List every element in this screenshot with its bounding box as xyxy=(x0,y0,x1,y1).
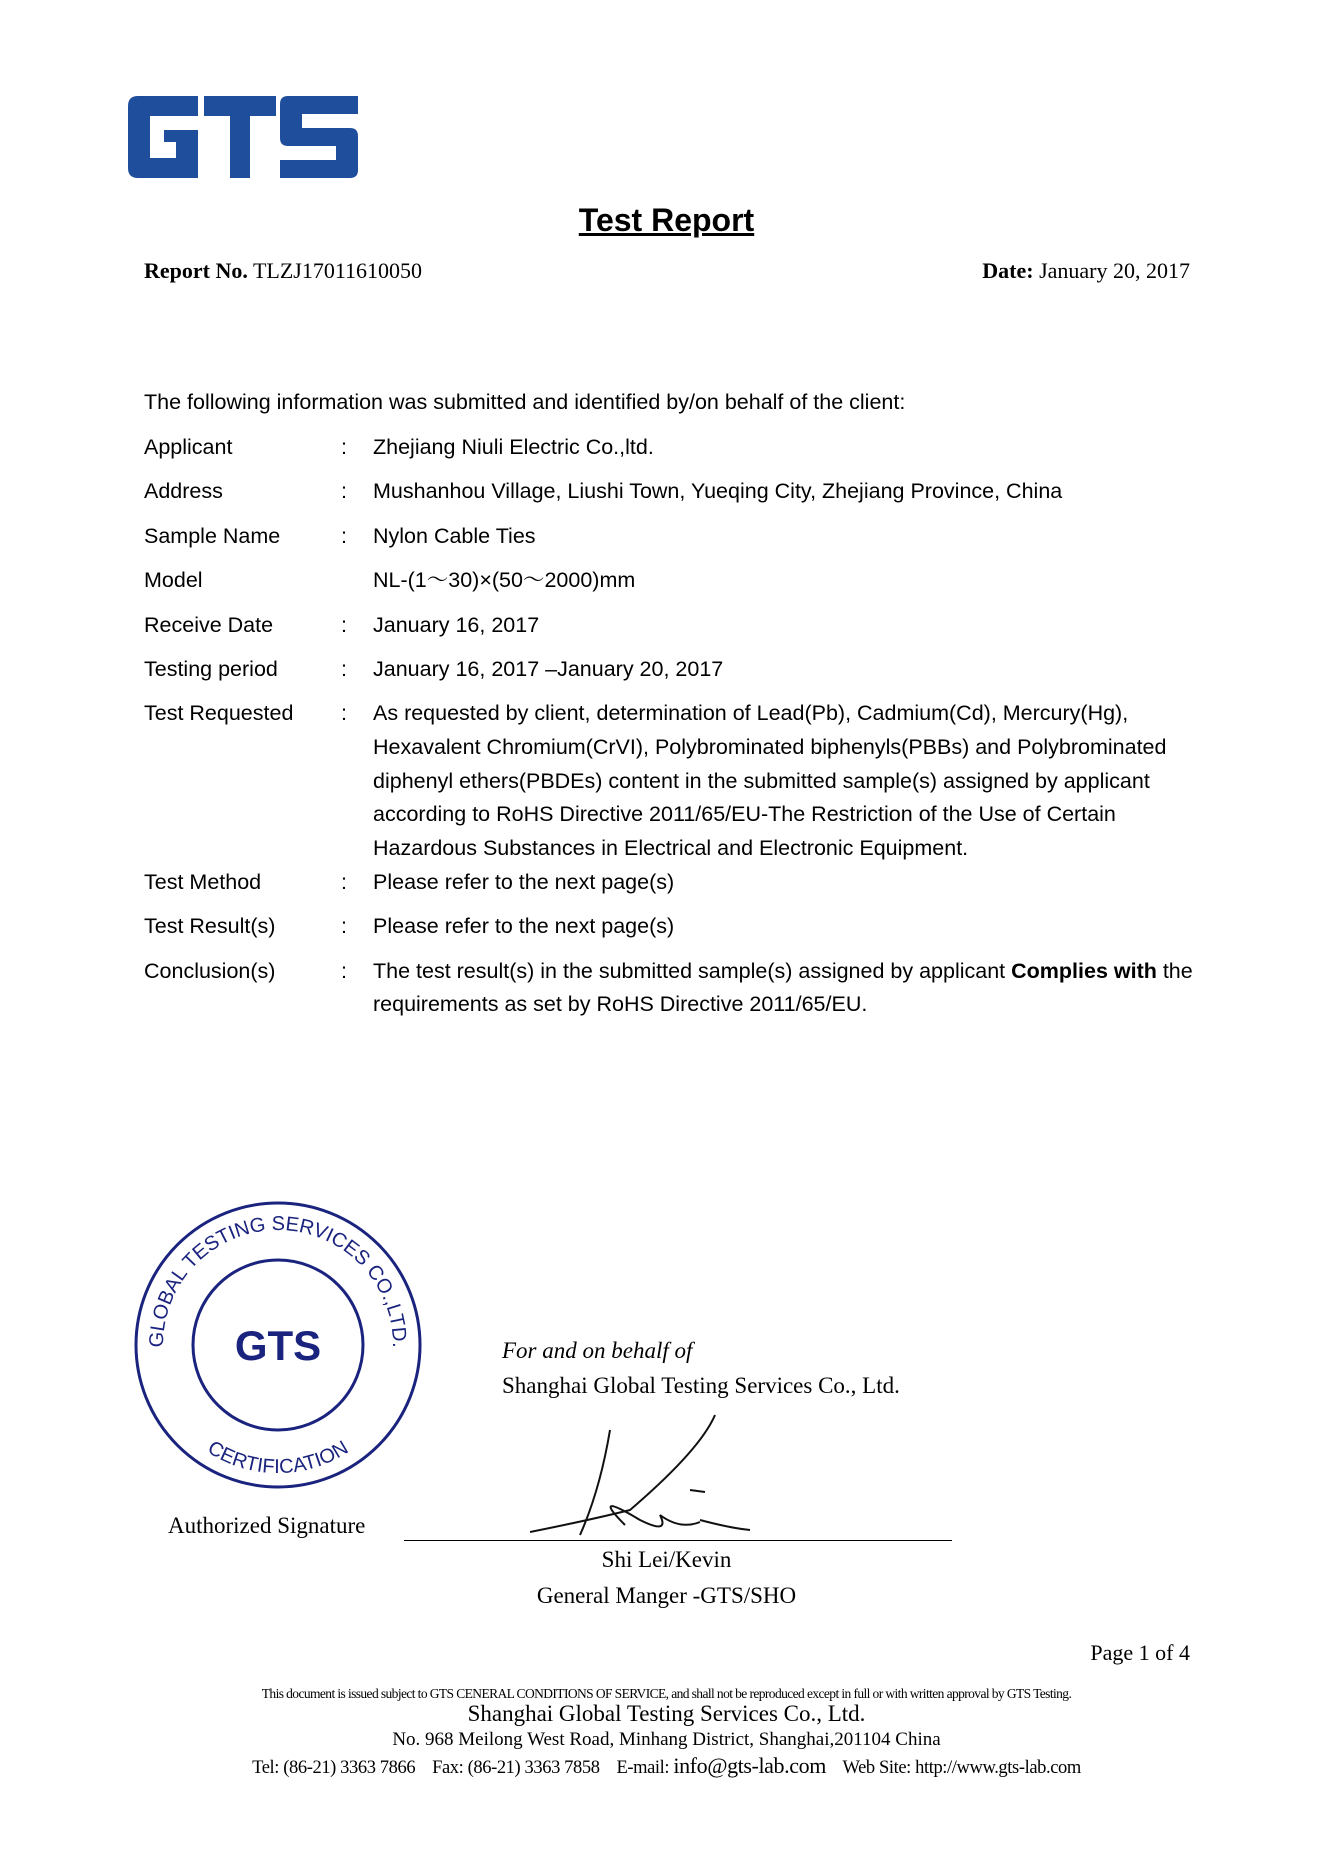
report-number xyxy=(144,258,422,284)
field-test-requested xyxy=(144,697,1204,866)
intro-text: The following information was submitted and identified by/on behalf of the client: xyxy=(144,390,906,414)
colon: : xyxy=(341,656,347,681)
colon: : xyxy=(341,958,347,983)
stamp-top-text: GLOBAL TESTING SERVICES CO.,LTD. xyxy=(145,1212,411,1348)
field-test-results xyxy=(144,910,1204,944)
report-number-label: Report No. xyxy=(144,258,248,283)
field-label: Test Requested xyxy=(144,701,294,726)
stamp-center-text: GTS xyxy=(234,1322,322,1369)
colon: : xyxy=(341,479,347,504)
field-label: Test Method xyxy=(144,869,262,894)
report-number-value: TLZJ17011610050 xyxy=(252,258,423,283)
field-value: Zhejiang Niuli Electric Co.,ltd. xyxy=(373,435,654,459)
footer-contact xyxy=(0,1753,1323,1779)
colon: : xyxy=(341,869,347,894)
field-label: Test Result(s) xyxy=(144,914,276,939)
field-value: Nylon Cable Ties xyxy=(373,523,536,548)
field-value xyxy=(373,955,1204,1022)
footer-website[interactable]: Web Site: http://www.gts-lab.com xyxy=(842,1758,1081,1778)
report-date xyxy=(982,258,1190,284)
colon: : xyxy=(341,435,347,459)
on-behalf-text: For and on behalf of xyxy=(502,1338,693,1363)
field-value: NL-(1～30)×(50～2000)mm xyxy=(373,568,636,593)
report-date-value: January 20, 2017 xyxy=(1039,258,1190,283)
field-conclusion xyxy=(144,955,1204,1022)
signature-company: Shanghai Global Testing Services Co., Ltd. xyxy=(502,1373,900,1398)
footer-email-label: E-mail: xyxy=(616,1758,670,1778)
field-label: Conclusion(s) xyxy=(144,958,276,983)
stamp-bottom-text: CERTIFICATION xyxy=(203,1436,353,1479)
footer-company: Shanghai Global Testing Services Co., Ltd. xyxy=(467,1701,866,1726)
colon xyxy=(341,564,373,598)
field-value: January 16, 2017 xyxy=(373,612,540,637)
report-date-label: Date: xyxy=(982,258,1034,283)
field-receive-date xyxy=(144,609,1204,643)
conclusion-text-end: the requirements as set by RoHS Directive 2011/65/EU. xyxy=(373,958,1193,1017)
field-value: January 16, 2017 –January 20, 2017 xyxy=(373,656,724,681)
colon: : xyxy=(341,701,347,726)
field-testing-period xyxy=(144,653,1204,687)
footer-tel: Tel: (86-21) 3363 7866 xyxy=(252,1758,416,1778)
field-address xyxy=(144,475,1204,509)
field-label: Sample Name xyxy=(144,523,281,548)
colon: : xyxy=(341,523,347,548)
conclusion-text: The test result(s) in the submitted sample(s) assigned by applicant xyxy=(373,958,1012,983)
field-applicant xyxy=(144,431,1204,465)
field-label: Address xyxy=(144,479,223,504)
field-label: Testing period xyxy=(144,656,278,681)
field-test-method xyxy=(144,866,1204,900)
signatory-name: Shi Lei/Kevin xyxy=(601,1547,732,1572)
page-number: Page 1 of 4 xyxy=(1090,1640,1190,1665)
field-label: Receive Date xyxy=(144,612,274,637)
handwritten-signature xyxy=(530,1410,770,1550)
footer-fax: Fax: (86-21) 3363 7858 xyxy=(432,1758,600,1778)
field-value: Please refer to the next page(s) xyxy=(373,869,675,894)
colon: : xyxy=(341,914,347,939)
gts-logo xyxy=(128,96,358,178)
conclusion-complies: Complies with xyxy=(1011,958,1157,983)
footer-email-link[interactable]: info@gts-lab.com xyxy=(673,1753,826,1778)
field-value: Please refer to the next page(s) xyxy=(373,914,675,939)
field-value: Mushanhou Village, Liushi Town, Yueqing City, Zhejiang Province, China xyxy=(373,479,1063,504)
footer-address: No. 968 Meilong West Road, Minhang District, Shanghai,201104 China xyxy=(392,1729,941,1750)
field-label: Model xyxy=(144,568,203,593)
field-label: Applicant xyxy=(144,435,233,459)
page-title: Test Report xyxy=(578,202,755,238)
authorized-signature-label: Authorized Signature xyxy=(168,1513,366,1538)
field-sample-name xyxy=(144,520,1204,554)
field-model xyxy=(144,564,1204,598)
field-value: As requested by client, determination of Lead(Pb), Cadmium(Cd), Mercury(Hg), Hexavalent Chromium(CrVI), Polybrominated biphenyls(PBBs) and Polybrominated diphenyl ethers(PBDEs) content in the submitted sample(s) assigned by applicant according to RoHS Directive 2011/65/EU-The Restriction of the Use of Certain Hazardous Substances in Electrical and Electronic Equipment. xyxy=(373,701,1167,861)
signatory-position: General Manger -GTS/SHO xyxy=(536,1583,797,1608)
colon: : xyxy=(341,612,347,637)
client-info-fields xyxy=(144,431,1204,1033)
footer-disclaimer: This document is issued subject to GTS CENERAL CONDITIONS OF SERVICE, and shall not be reproduced except in full or with written approval by GTS Testing. xyxy=(261,1686,1072,1701)
company-stamp xyxy=(128,1195,428,1495)
